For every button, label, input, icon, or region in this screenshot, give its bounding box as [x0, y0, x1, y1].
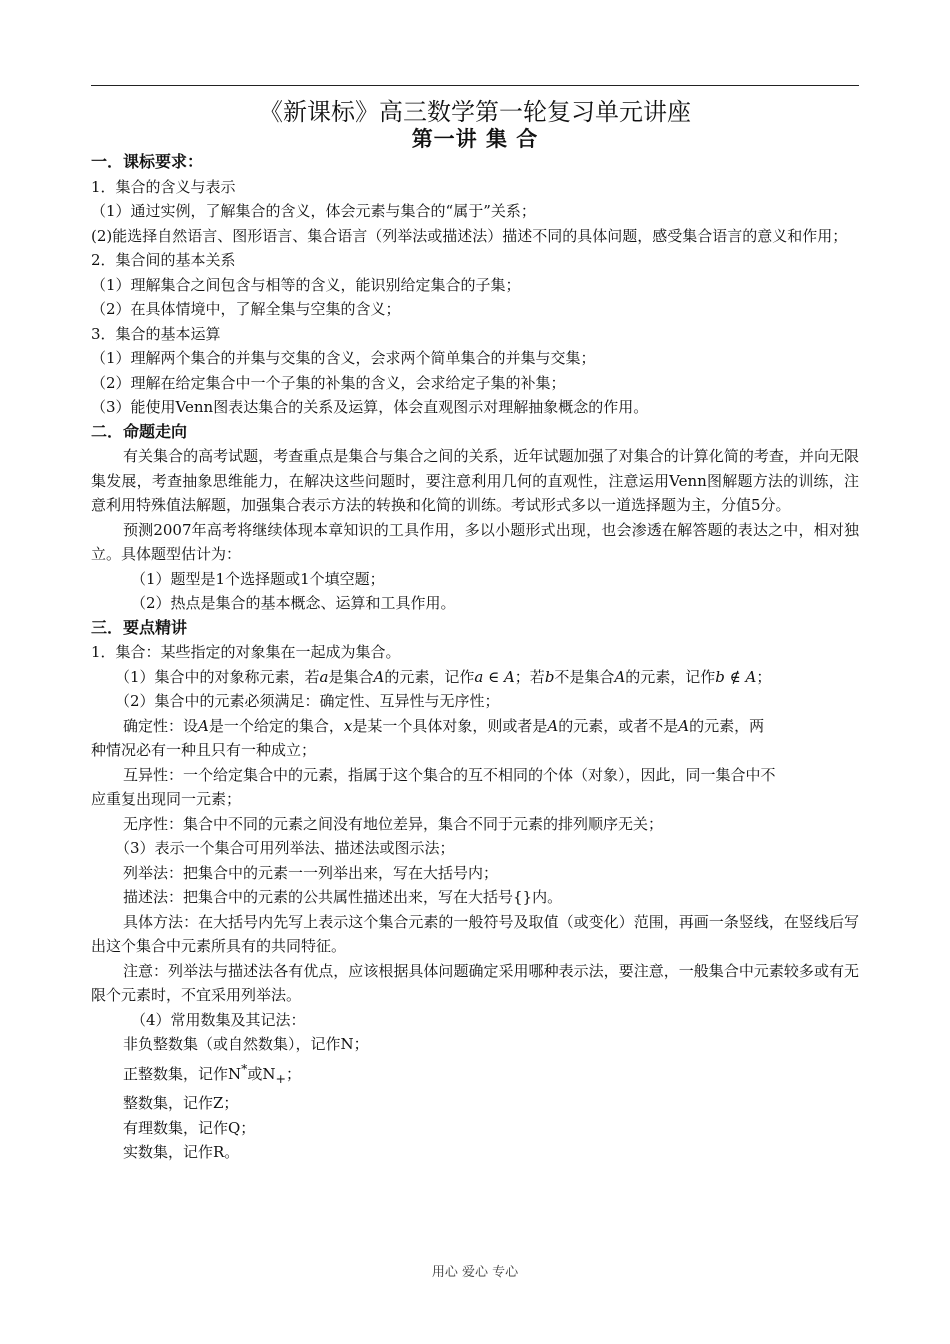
- paragraph: （1）理解集合之间包含与相等的含义，能识别给定集合的子集；: [91, 275, 521, 294]
- paragraph: 描述法：把集合中的元素的公共属性描述出来，写在大括号{}内。: [123, 888, 563, 906]
- paragraph: 种情况必有一种且只有一种成立；: [91, 741, 317, 759]
- lecture-title: 第一讲 集 合: [411, 127, 539, 151]
- paragraph: （1）通过实例，了解集合的含义，体会元素与集合的“属于”关系；: [91, 202, 536, 220]
- paragraph: 互异性：一个给定集合中的元素，指属于这个集合的互不相同的个体（对象），因此，同一集合中不: [123, 765, 776, 784]
- document-body: [91, 150, 859, 1165]
- paragraph: (2)能选择自然语言、图形语言、集合语言（列举法或描述法）描述不同的具体问题，感受集合语言的意义和作用；: [91, 226, 848, 245]
- section-heading-3: 三．要点精讲: [91, 617, 188, 637]
- paragraph: 列举法：把集合中的元素一一列举出来，写在大括号内；: [123, 863, 499, 882]
- paragraph: 应重复出现同一元素；: [91, 790, 242, 808]
- paragraph: （3）表示一个集合可用列举法、描述法或图示法；: [115, 839, 455, 857]
- paragraph: （4）常用数集及其记法：: [131, 1010, 306, 1029]
- paragraph: 注意：列举法与描述法各有优点，应该根据具体问题确定采用哪种表示法，要注意，一般集合中元素较多或有无限个元素时，不宜采用列举法。: [91, 961, 859, 1004]
- paragraph: （3）能使用Venn图表达集合的关系及运算，体会直观图示对理解抽象概念的作用。: [91, 398, 649, 416]
- positive-integers-line: 正整数集，记作N*或$N_+$；: [123, 1060, 302, 1086]
- section-heading-1: 一．课标要求：: [91, 152, 204, 171]
- certainty-line: 确定性：设A是一个给定的集合，x是某一个具体对象，则或者是A的元素，或者不是A的元素，两: [123, 716, 765, 735]
- paragraph: （2）集合中的元素必须满足：确定性、互异性与无序性；: [115, 692, 500, 710]
- paragraph: 实数集，记作R。: [123, 1143, 240, 1161]
- paragraph: 无序性：集合中不同的元素之间没有地位差异，集合不同于元素的排列顺序无关；: [123, 814, 664, 833]
- paragraph: （1）题型是1个选择题或1个填空题；: [131, 569, 385, 588]
- paragraph: 1．集合的含义与表示: [91, 177, 236, 196]
- paragraph: （2）理解在给定集合中一个子集的补集的含义，会求给定子集的补集；: [91, 373, 566, 392]
- paragraph: 有关集合的高考试题，考查重点是集合与集合之间的关系，近年试题加强了对集合的计算化简的考查，并向无限集发展，考查抽象思维能力，在解决这些问题时，要注意利用几何的直观性，注意运用Venn图解题方法的训练，注意利用特殊值法解题，加强集合表示方法的转换和化简的训练。考试形式多以一道选择题为主，分值5分。: [91, 447, 859, 514]
- paragraph: （2）热点是集合的基本概念、运算和工具作用。: [131, 594, 456, 612]
- element-notation-line: （1）集合中的对象称元素，若a是集合A的元素，记作a ∈ A；若b不是集合A的元素，记作b ∉ A；: [115, 667, 772, 686]
- paragraph: 1．集合：某些指定的对象集在一起成为集合。: [91, 643, 401, 661]
- paragraph: 2．集合间的基本关系: [91, 251, 236, 269]
- paragraph: 非负整数集（或自然数集），记作N；: [123, 1035, 369, 1053]
- paragraph: 3．集合的基本运算: [91, 324, 221, 343]
- document-title: 《新课标》高三数学第一轮复习单元讲座: [259, 98, 691, 126]
- paragraph: （2）在具体情境中，了解全集与空集的含义；: [91, 300, 401, 318]
- paragraph: 具体方法：在大括号内先写上表示这个集合元素的一般符号及取值（或变化）范围，再画一条竖线，在竖线后写出这个集合中元素所具有的共同特征。: [91, 912, 859, 955]
- paragraph: 整数集，记作Z；: [123, 1094, 239, 1112]
- paragraph: 预测2007年高考将继续体现本章知识的工具作用，多以小题形式出现，也会渗透在解答题的表达之中，相对独立。具体题型估计为：: [91, 520, 859, 563]
- section-heading-2: 二．命题走向: [91, 421, 188, 441]
- header-rule: [91, 85, 859, 86]
- page-footer: 用心 爱心 专心: [431, 1265, 519, 1280]
- paragraph: 有理数集，记作Q；: [123, 1118, 256, 1137]
- paragraph: （1）理解两个集合的并集与交集的含义，会求两个简单集合的并集与交集；: [91, 349, 596, 367]
